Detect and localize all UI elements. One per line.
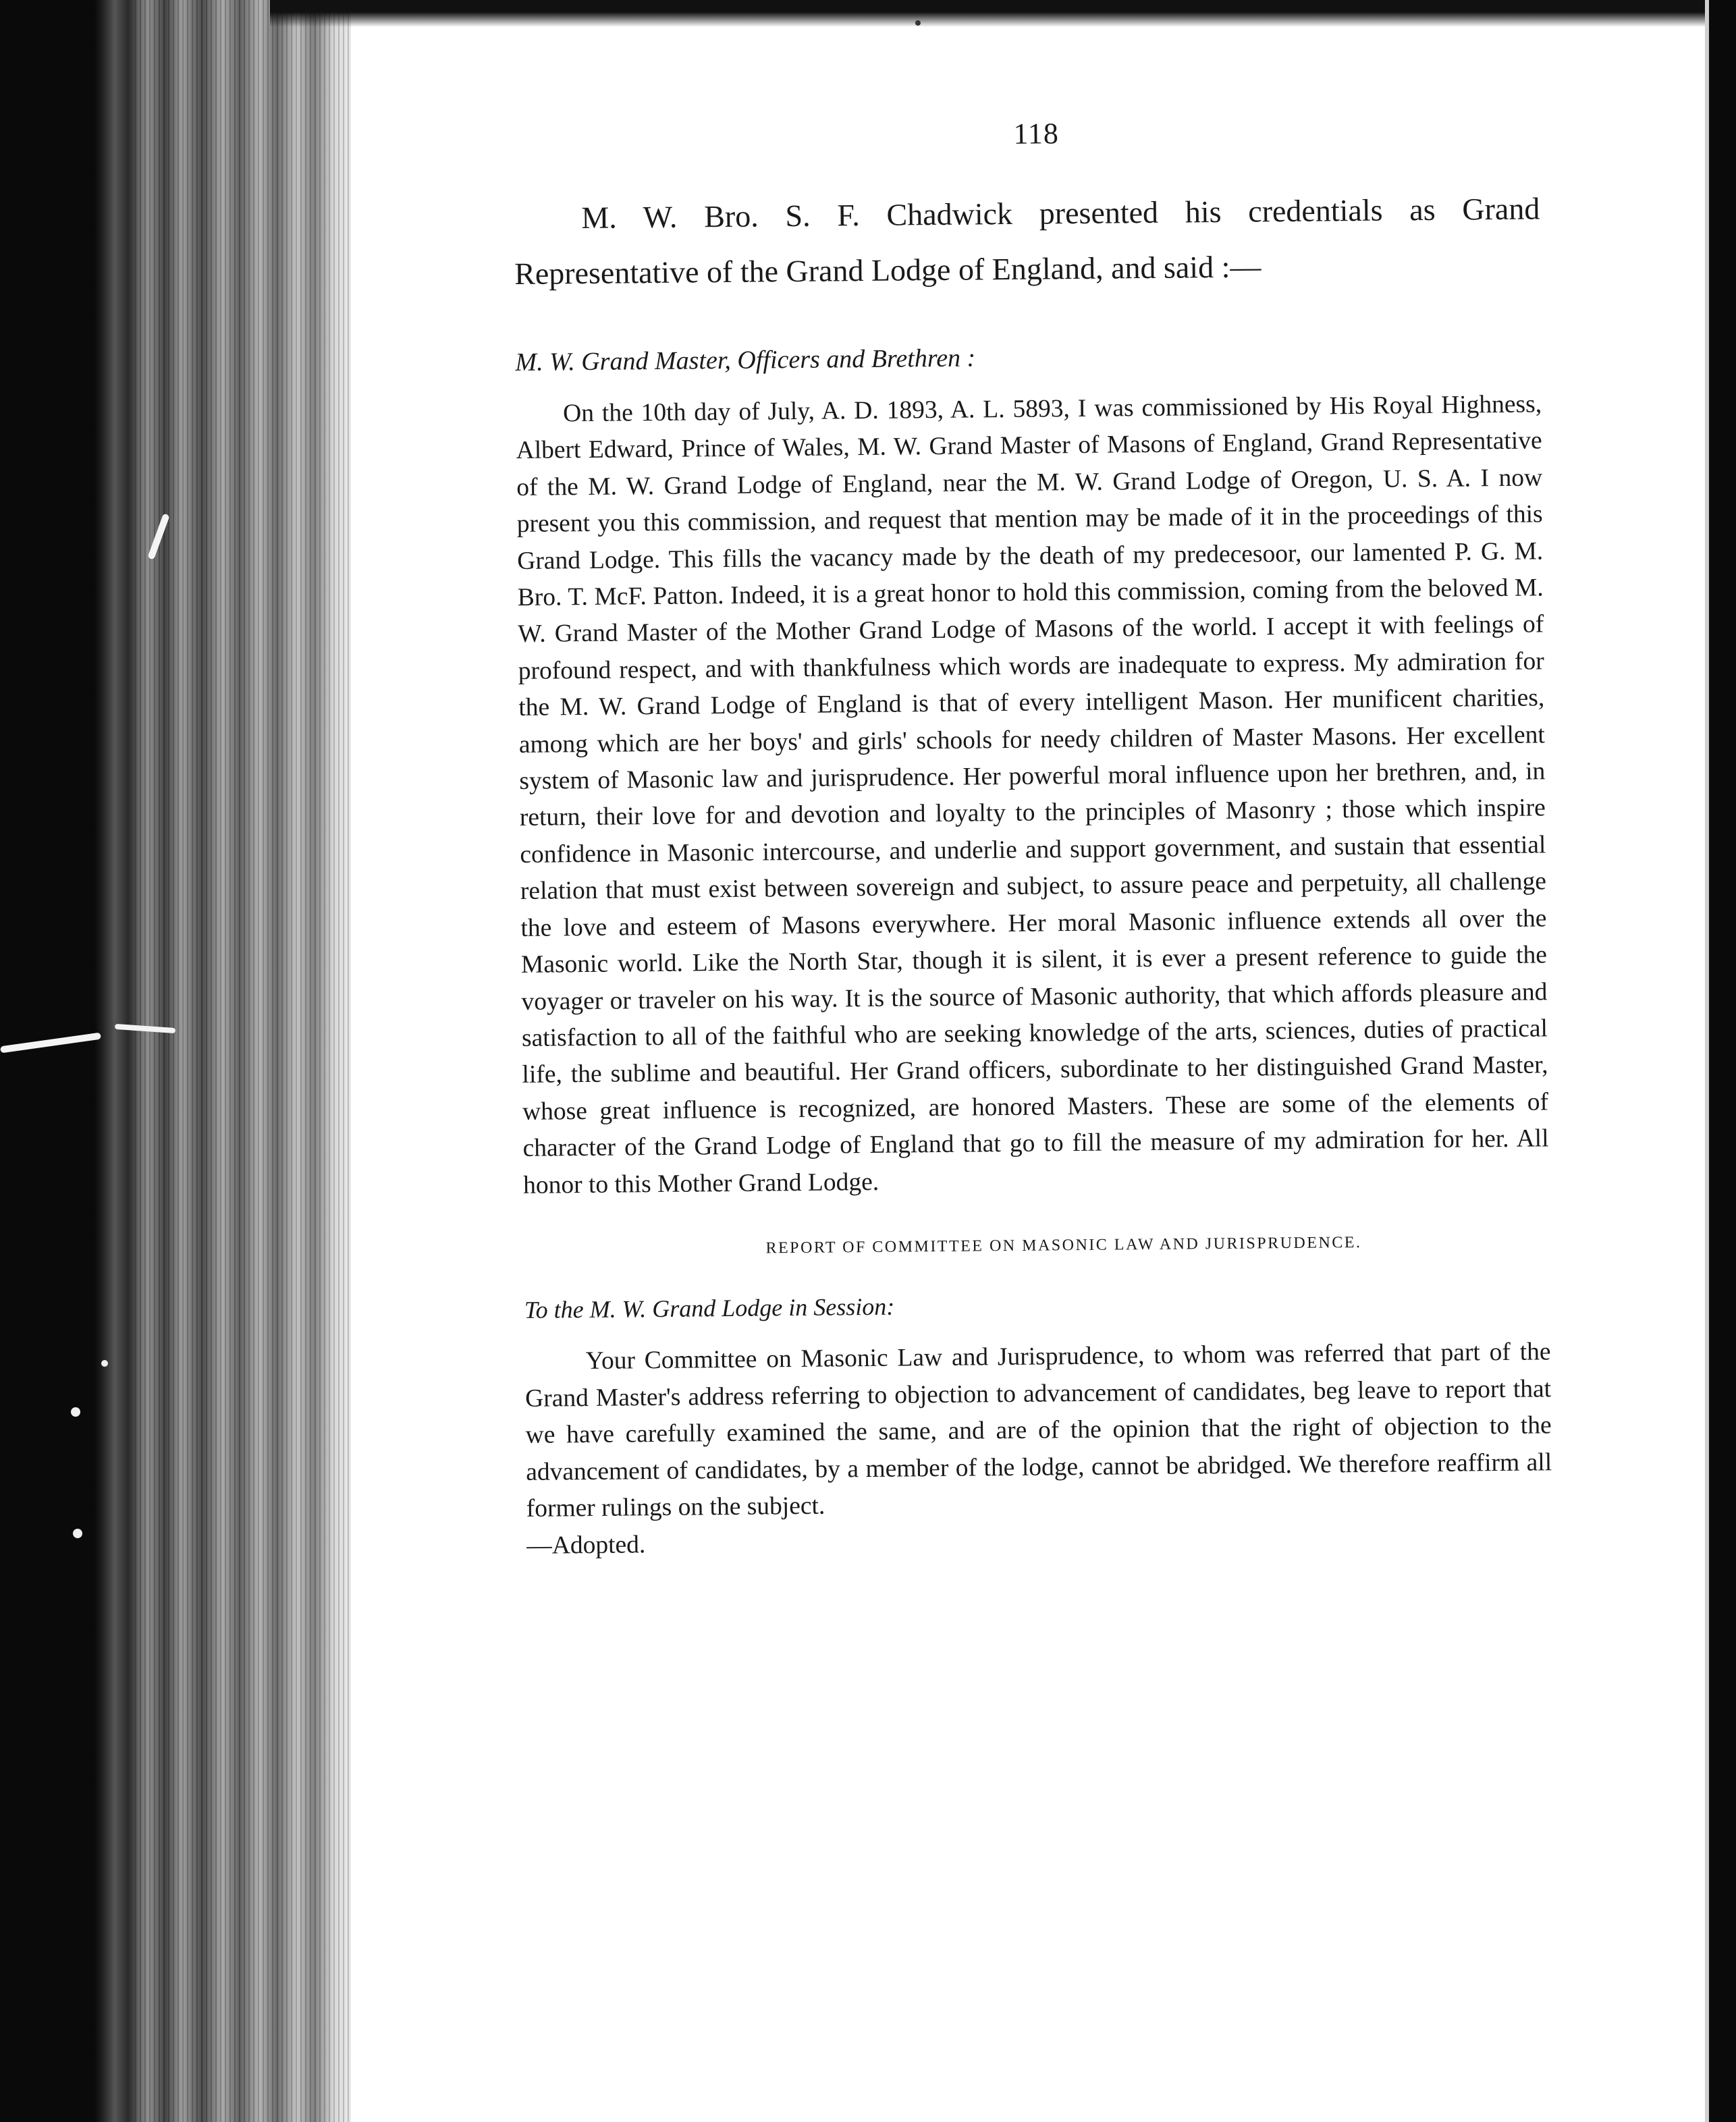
scan-speck <box>73 1529 82 1538</box>
report-signoff: —Adopted. <box>526 1531 646 1560</box>
report-heading: REPORT OF COMMITTEE ON MASONIC LAW AND JURISPRUDENCE. <box>765 1233 1362 1257</box>
top-scan-border <box>270 0 1736 27</box>
right-scan-border <box>1709 0 1736 2122</box>
page-stack-texture <box>135 0 351 2122</box>
page-number: 118 <box>1013 117 1060 151</box>
book-page <box>513 111 1552 1564</box>
report-paragraph: Your Committee on Masonic Law and Jurisprudence, to whom was referred that part of the Grand Master's address referring to objection to advancement of candidates, beg leave to report that we have carefully examined the same, and are of the opinion that the right of objection to the advancement of candidates, by a member of the lodge, cannot be abridged. We therefore reaffirm all former rulings on the subject. <box>524 1338 1552 1523</box>
address-paragraph: On the 10th day of July, A. D. 1893, A. L. 5893, I was commissioned by His Royal Highness, Albert Edward, Prince of Wales, M. W. Grand Master of Masons of England, Grand Representative of the M. W. Grand Lodge of England, near the M. W. Grand Lodge of Oregon, U. S. A. I now present you this commission, and request that mention may be made of it in the proceedings of this Grand Lodge. This fills the vacancy made by the death of my predecesoor, our lamented P. G. M. Bro. T. McF. Patton. Indeed, it is a great honor to hold this commission, coming from the beloved M. W. Grand Master of the Mother Grand Lodge of Masons of the world. I accept it with feelings of profound respect, and with thankfulness which words are inadequate to express. My admiration for the M. W. Grand Lodge of England is that of every intelligent Mason. Her munificent charities, among which are her boys' and girls' schools for needy children of Master Masons. Her excellent system of Masonic law and jurisprudence. Her powerful moral influence upon her brethren, and, in return, their love for and devotion and loyalty to the principles of Masonry ; those which inspire confidence in Masonic intercourse, and underlie and support government, and sustain that essential relation that must exist between sovereign and subject, to assure peace and perpetuity, all challenge the love and esteem of Masons everywhere. Her moral Masonic influence extends all over the Masonic world. Like the North Star, though it is silent, it is ever a present reference to guide the voyager or traveler on his way. It is the source of Masonic authority, that which affords pleasure and satisfaction to all of the faithful who are seeking knowledge of the arts, sciences, duties of practical life, the sublime and beautiful. Her Grand officers, subordinate to her distinguished Grand Master, whose great influence is recognized, are honored Masters. These are some of the elements of character of the Grand Lodge of England that go to fill the measure of my admiration for her. All honor to this Mother Grand Lodge. <box>516 390 1549 1199</box>
report-salutation: To the M. W. Grand Lodge in Session: <box>524 1293 895 1324</box>
scan-speck <box>101 1360 108 1367</box>
address-salutation: M. W. Grand Master, Officers and Brethren : <box>515 344 976 377</box>
scan-speck <box>915 20 921 26</box>
scan-speck <box>71 1407 80 1417</box>
right-page-edge <box>1705 0 1709 2122</box>
intro-paragraph: M. W. Bro. S. F. Chadwick presented his credentials as Grand Representative of the Grand Lodge of England, and said :— <box>514 191 1540 291</box>
